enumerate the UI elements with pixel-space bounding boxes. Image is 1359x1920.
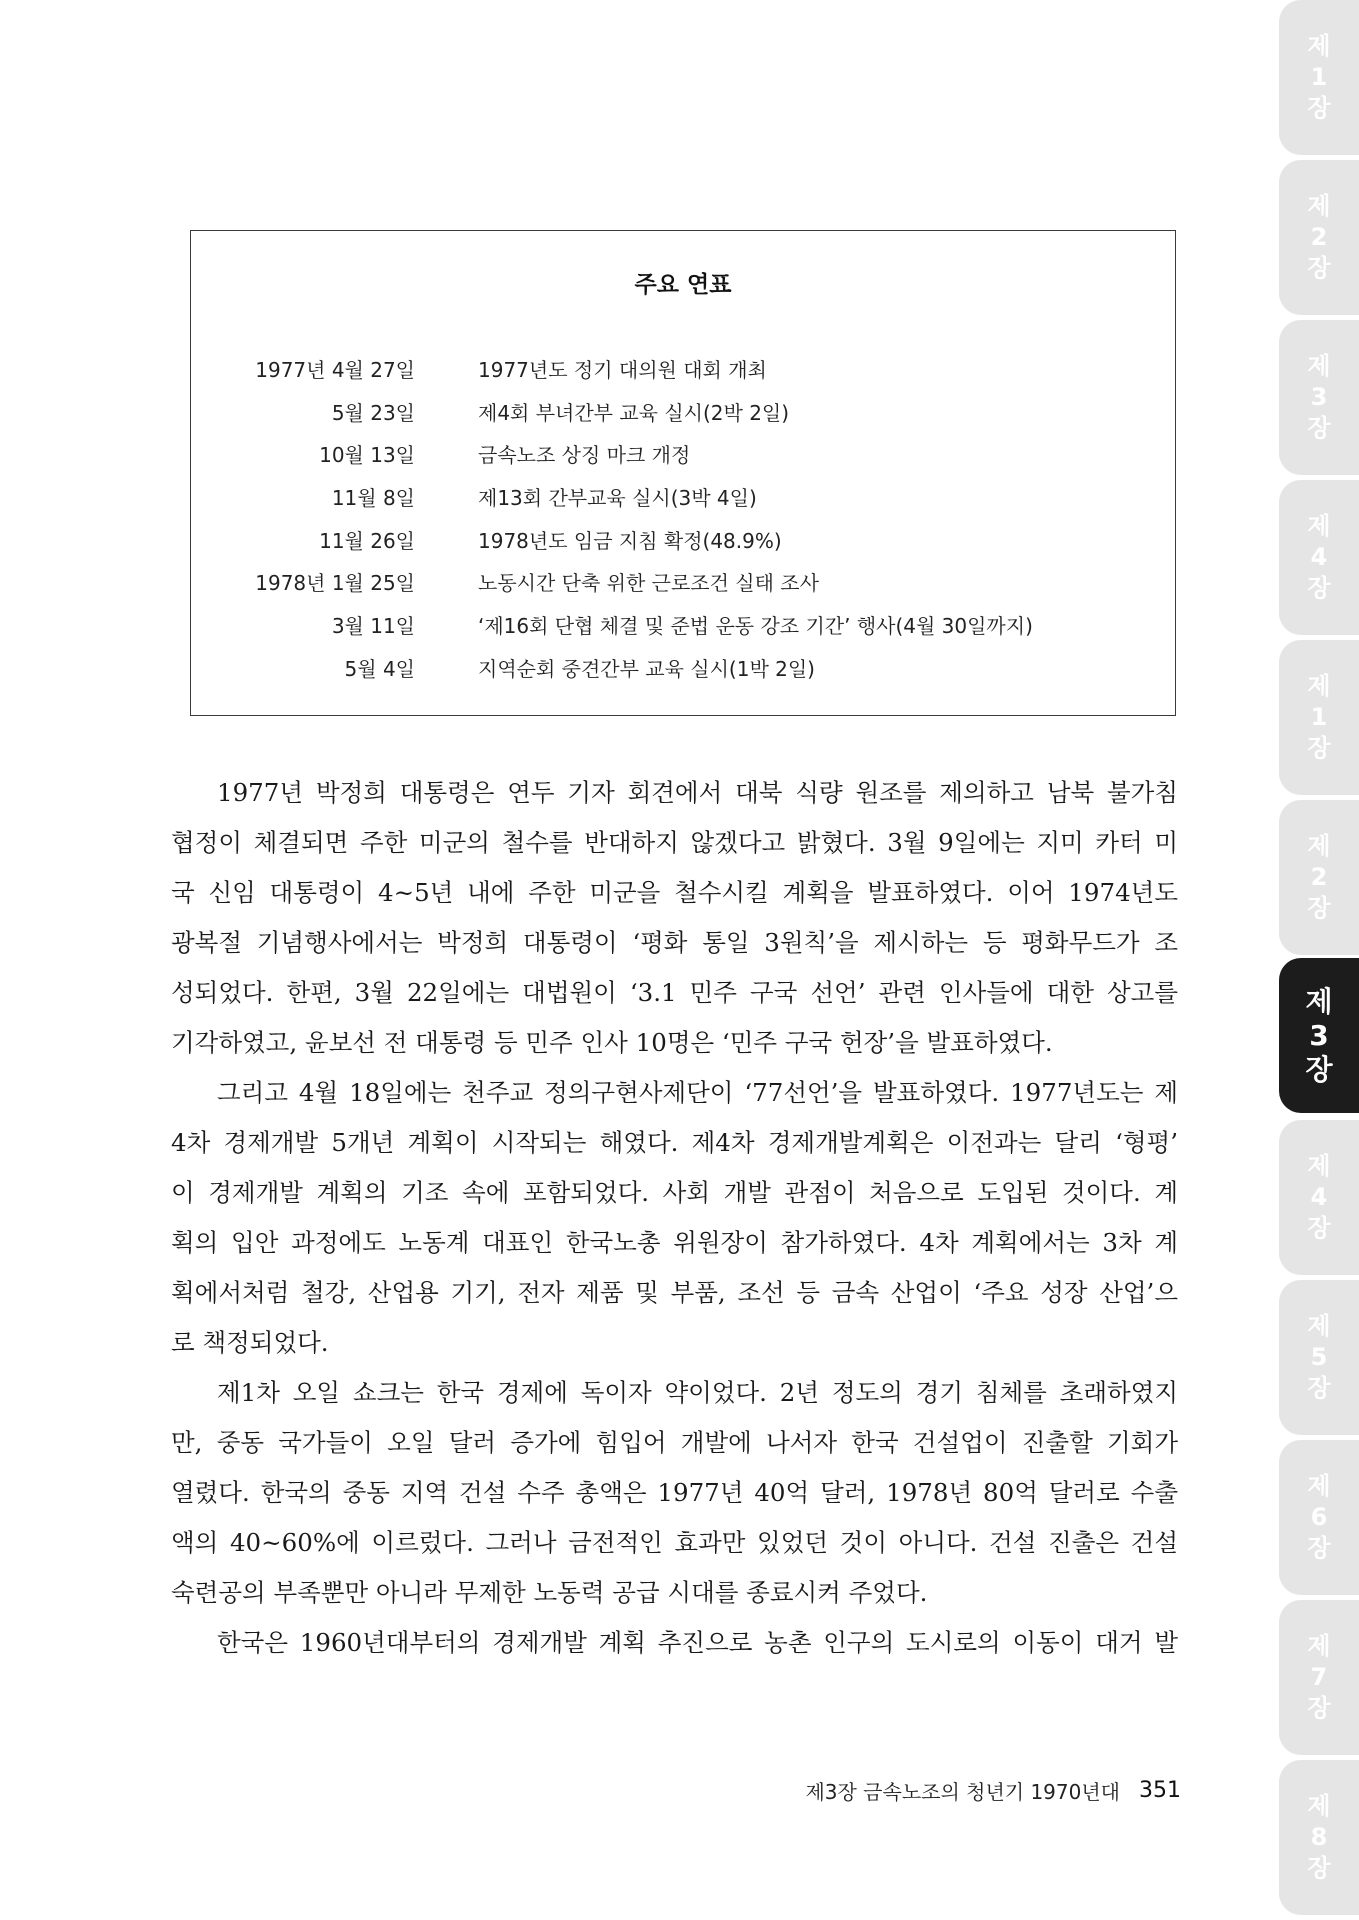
- chronology-entry: [191, 562, 1175, 605]
- body-line: 로 책정되었다.: [171, 1328, 329, 1357]
- chapter-tab: [1279, 1440, 1359, 1595]
- tab-number: 8: [1310, 1823, 1328, 1851]
- entry-event: 1977년도 정기 대의원 대회 개최: [478, 358, 767, 382]
- chronology-entry: [191, 520, 1175, 563]
- chronology-entry: [191, 434, 1175, 477]
- chapter-tab: [1279, 160, 1359, 315]
- body-line: 만, 중동 국가들이 오일 달러 증가에 힘입어 개발에 나서자 한국 건설업이 진출할 기회가: [171, 1428, 1178, 1457]
- body-line: 액의 40~60%에 이르렀다. 그러나 금전적인 효과만 있었던 것이 아니다. 건설 진출은 건설: [171, 1528, 1178, 1557]
- tab-suffix: 장: [1307, 1374, 1331, 1402]
- body-line: 숙련공의 부족뿐만 아니라 무제한 노동력 공급 시대를 종료시켜 주었다.: [171, 1578, 928, 1607]
- tab-suffix: 장: [1307, 1694, 1331, 1722]
- chronology-entry: [191, 648, 1175, 691]
- chapter-tab-strip: [1279, 0, 1359, 1920]
- tab-prefix: 제: [1307, 32, 1331, 60]
- chapter-tab-active: [1279, 958, 1359, 1113]
- entry-date: 10월 13일: [319, 443, 415, 468]
- tab-suffix: 장: [1307, 1534, 1331, 1562]
- tab-suffix: 장: [1307, 94, 1331, 122]
- entry-date: 5월 23일: [331, 400, 415, 425]
- entry-event: ‘제16회 단협 체결 및 준법 운동 강조 기간’ 행사(4월 30일까지): [478, 614, 1033, 639]
- tab-suffix: 장: [1305, 1052, 1333, 1086]
- tab-prefix: 제: [1307, 512, 1331, 540]
- chronology-list: [191, 349, 1175, 691]
- chronology-entry: [191, 477, 1175, 520]
- page-number: 351: [1139, 1778, 1181, 1803]
- entry-date: 11월 8일: [331, 486, 415, 511]
- chapter-tab: [1279, 320, 1359, 475]
- tab-number: 7: [1310, 1663, 1328, 1691]
- paragraph: [171, 1068, 1178, 1368]
- tab-suffix: 장: [1307, 734, 1331, 762]
- tab-prefix: 제: [1307, 1632, 1331, 1660]
- tab-suffix: 장: [1307, 1854, 1331, 1882]
- tab-prefix: 제: [1307, 832, 1331, 860]
- tab-prefix: 제: [1307, 352, 1331, 380]
- entry-date: 3월 11일: [331, 614, 415, 639]
- body-line: 한국은 1960년대부터의 경제개발 계획 추진으로 농촌 인구의 도시로의 이동이 대거 발: [217, 1628, 1178, 1657]
- tab-prefix: 제: [1307, 1472, 1331, 1500]
- body-line: 획에서처럼 철강, 산업용 기기, 전자 제품 및 부품, 조선 등 금속 산업이 ‘주요 성장 산업’으: [171, 1278, 1178, 1307]
- tab-suffix: 장: [1307, 254, 1331, 282]
- tab-prefix: 제: [1305, 984, 1333, 1018]
- chapter-tab: [1279, 1120, 1359, 1275]
- paragraph: [171, 1368, 1178, 1618]
- body-line: 그리고 4월 18일에는 천주교 정의구현사제단이 ‘77선언’을 발표하였다. 1977년도는 제: [217, 1078, 1178, 1107]
- tab-prefix: 제: [1307, 1312, 1331, 1340]
- body-text: [171, 768, 1178, 1668]
- tab-prefix: 제: [1307, 192, 1331, 220]
- entry-event: 1978년도 임금 지침 확정(48.9%): [478, 528, 782, 553]
- running-title: 제3장 금속노조의 청년기 1970년대: [805, 1780, 1120, 1804]
- body-line: 기각하였고, 윤보선 전 대통령 등 민주 인사 10명은 ‘민주 구국 헌장’을 발표하였다.: [171, 1028, 1053, 1057]
- tab-number: 1: [1310, 63, 1328, 91]
- tab-number: 4: [1310, 1183, 1328, 1211]
- body-line: 광복절 기념행사에서는 박정희 대통령이 ‘평화 통일 3원칙’을 제시하는 등 평화무드가 조: [171, 928, 1178, 957]
- entry-event: 제4회 부녀간부 교육 실시(2박 2일): [478, 400, 790, 425]
- paragraph: [171, 768, 1178, 1068]
- tab-number: 5: [1310, 1343, 1328, 1371]
- tab-prefix: 제: [1307, 1152, 1331, 1180]
- tab-number: 2: [1310, 223, 1328, 251]
- chronology-entry: [191, 349, 1175, 392]
- chapter-tab: [1279, 480, 1359, 635]
- entry-event: 금속노조 상징 마크 개정: [478, 443, 691, 468]
- chapter-tab: [1279, 1760, 1359, 1915]
- tab-suffix: 장: [1307, 574, 1331, 602]
- tab-number: 1: [1310, 703, 1328, 731]
- tab-number: 2: [1310, 863, 1328, 891]
- chronology-entry: [191, 605, 1175, 648]
- body-line: 협정이 체결되면 주한 미군의 철수를 반대하지 않겠다고 밝혔다. 3월 9일에는 지미 카터 미: [171, 828, 1178, 857]
- body-line: 이 경제개발 계획의 기조 속에 포함되었다. 사회 개발 관점이 처음으로 도입된 것이다. 계: [171, 1178, 1178, 1207]
- paragraph: [171, 1618, 1178, 1668]
- tab-suffix: 장: [1307, 1214, 1331, 1242]
- body-line: 국 신임 대통령이 4~5년 내에 주한 미군을 철수시킬 계획을 발표하였다. 이어 1974년도: [171, 878, 1178, 907]
- tab-number: 6: [1310, 1503, 1328, 1531]
- tab-prefix: 제: [1307, 1792, 1331, 1820]
- body-line: 획의 입안 과정에도 노동계 대표인 한국노총 위원장이 참가하였다. 4차 계획에서는 3차 계: [171, 1228, 1178, 1257]
- chronology-title: 주요 연표: [634, 272, 732, 298]
- chapter-tab: [1279, 640, 1359, 795]
- entry-date: 5월 4일: [344, 656, 415, 681]
- body-line: 1977년 박정희 대통령은 연두 기자 회견에서 대북 식량 원조를 제의하고 남북 불가침: [217, 778, 1178, 807]
- chapter-tab: [1279, 1600, 1359, 1755]
- tab-prefix: 제: [1307, 672, 1331, 700]
- tab-number: 4: [1310, 543, 1328, 571]
- entry-event: 노동시간 단축 위한 근로조건 실태 조사: [478, 571, 819, 596]
- body-line: 열렸다. 한국의 중동 지역 건설 수주 총액은 1977년 40억 달러, 1978년 80억 달러로 수출: [171, 1478, 1178, 1507]
- tab-suffix: 장: [1307, 414, 1331, 442]
- chapter-tab: [1279, 1280, 1359, 1435]
- entry-event: 제13회 간부교육 실시(3박 4일): [478, 486, 757, 511]
- entry-date: 1977년 4월 27일: [255, 358, 415, 382]
- chapter-tab: [1279, 0, 1359, 155]
- chronology-entry: [191, 392, 1175, 435]
- chapter-tab: [1279, 800, 1359, 955]
- tab-suffix: 장: [1307, 894, 1331, 922]
- tab-number: 3: [1310, 383, 1328, 411]
- entry-date: 11월 26일: [319, 528, 415, 553]
- tab-number: 3: [1309, 1018, 1329, 1052]
- body-line: 제1차 오일 쇼크는 한국 경제에 독이자 약이었다. 2년 정도의 경기 침체를 초래하였지: [217, 1378, 1178, 1407]
- chronology-box: [190, 230, 1176, 716]
- entry-event: 지역순회 중견간부 교육 실시(1박 2일): [478, 656, 815, 681]
- body-line: 4차 경제개발 5개년 계획이 시작되는 해였다. 제4차 경제개발계획은 이전과는 달리 ‘형평’: [171, 1128, 1178, 1157]
- entry-date: 1978년 1월 25일: [255, 571, 415, 596]
- body-line: 성되었다. 한편, 3월 22일에는 대법원이 ‘3.1 민주 구국 선언’ 관련 인사들에 대한 상고를: [171, 978, 1178, 1007]
